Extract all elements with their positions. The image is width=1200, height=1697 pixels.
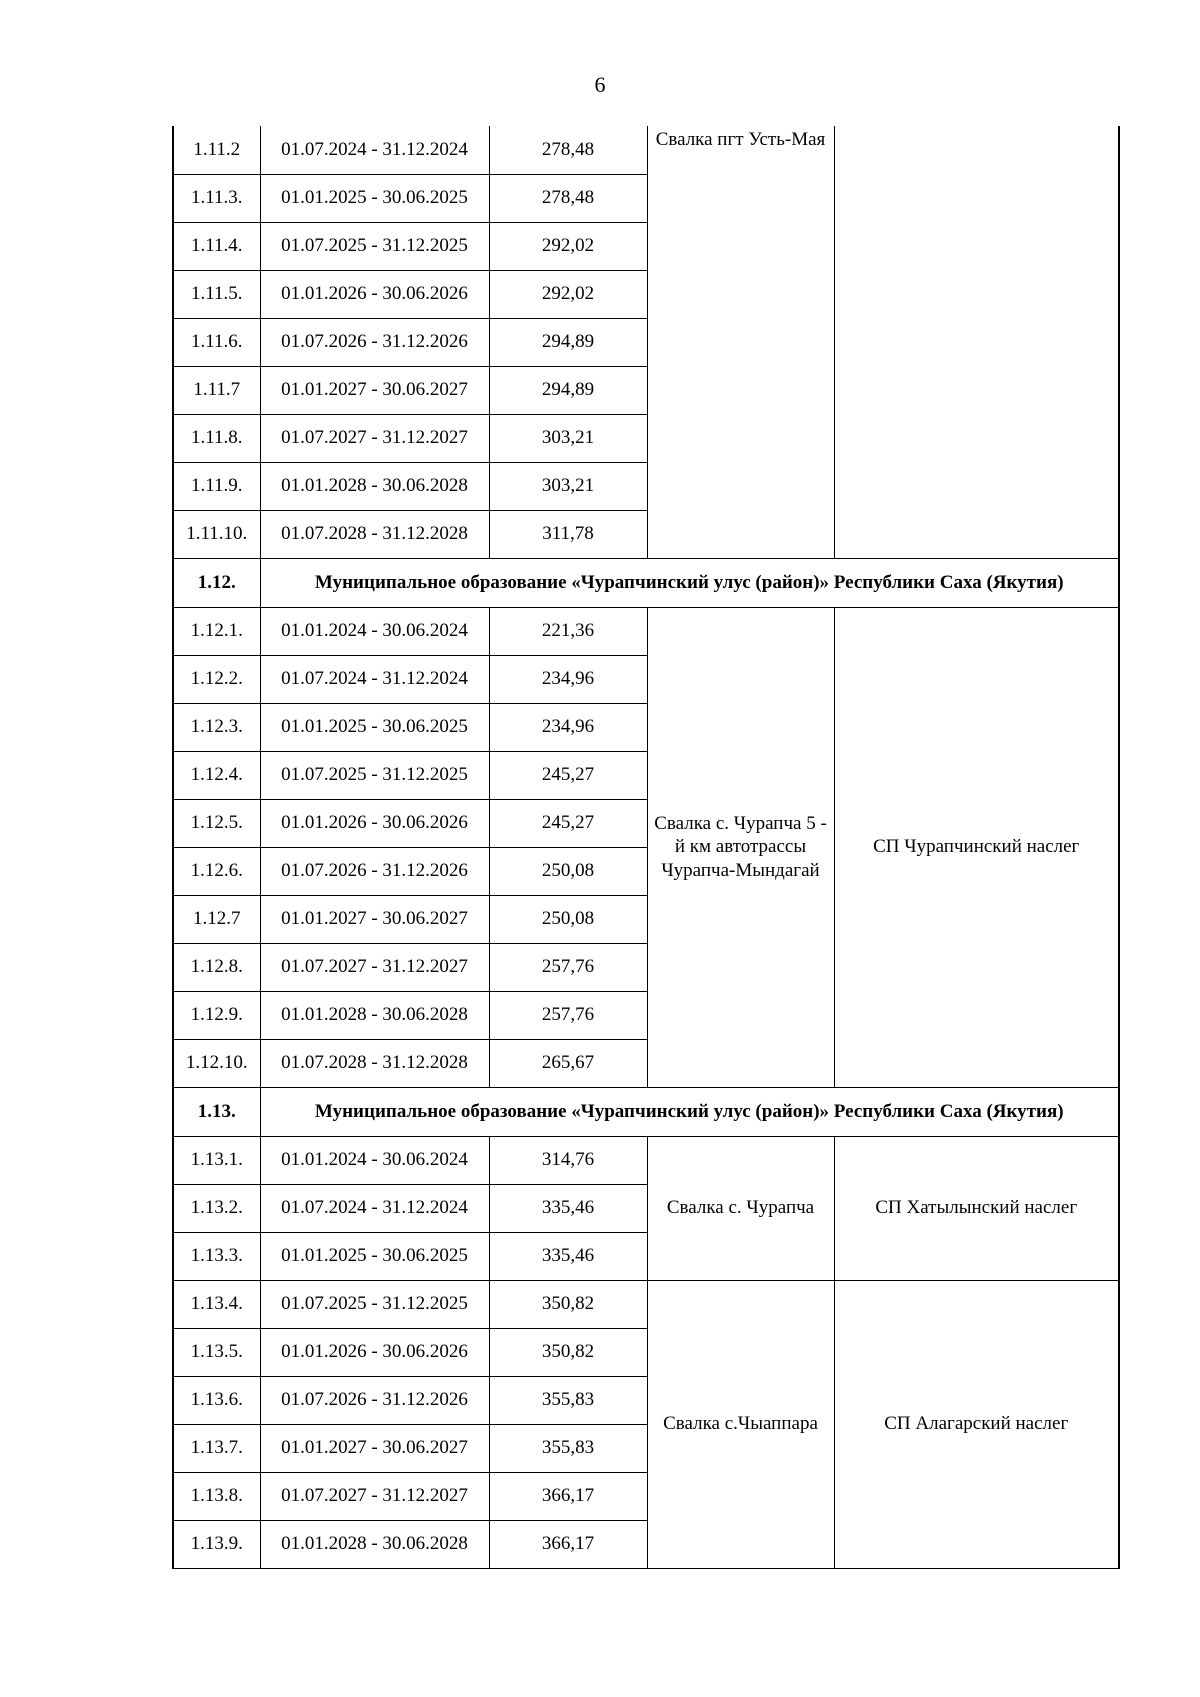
tariff-value-cell: 234,96 [489, 655, 647, 703]
row-number-cell: 1.12.1. [173, 607, 260, 655]
period-cell: 01.07.2025 - 31.12.2025 [260, 1280, 489, 1328]
table-row [173, 1136, 1119, 1184]
tariff-value-cell: 303,21 [489, 414, 647, 462]
period-cell: 01.01.2026 - 30.06.2026 [260, 1328, 489, 1376]
tariff-value-cell: 265,67 [489, 1039, 647, 1087]
row-number-cell: 1.12.5. [173, 799, 260, 847]
period-cell: 01.01.2027 - 30.06.2027 [260, 366, 489, 414]
settlement-cell: СП Хатылынский наслег [834, 1136, 1119, 1280]
tariff-value-cell: 335,46 [489, 1184, 647, 1232]
section-header-row [173, 1087, 1119, 1136]
row-number-cell: 1.12.4. [173, 751, 260, 799]
row-number-cell: 1.13.9. [173, 1520, 260, 1568]
row-number-cell: 1.11.9. [173, 462, 260, 510]
tariff-value-cell: 292,02 [489, 270, 647, 318]
row-number-cell: 1.11.2 [173, 126, 260, 174]
row-number-cell: 1.13.2. [173, 1184, 260, 1232]
disposal-site-cell: Свалка пгт Усть-Мая [647, 126, 834, 558]
row-number-cell: 1.12.3. [173, 703, 260, 751]
row-number-cell: 1.11.10. [173, 510, 260, 558]
period-cell: 01.01.2028 - 30.06.2028 [260, 1520, 489, 1568]
period-cell: 01.01.2025 - 30.06.2025 [260, 703, 489, 751]
tariff-value-cell: 350,82 [489, 1328, 647, 1376]
tariff-value-cell: 366,17 [489, 1472, 647, 1520]
disposal-site-cell: Свалка с.Чыаппара [647, 1280, 834, 1568]
period-cell: 01.07.2024 - 31.12.2024 [260, 126, 489, 174]
disposal-site-cell: Свалка с. Чурапча 5 - й км автотрассы Чурапча-Мындагай [647, 607, 834, 1087]
period-cell: 01.07.2024 - 31.12.2024 [260, 1184, 489, 1232]
row-number-cell: 1.12.2. [173, 655, 260, 703]
settlement-cell [834, 126, 1119, 558]
tariff-value-cell: 294,89 [489, 366, 647, 414]
tariff-value-cell: 250,08 [489, 895, 647, 943]
period-cell: 01.07.2027 - 31.12.2027 [260, 414, 489, 462]
row-number-cell: 1.12.7 [173, 895, 260, 943]
row-number-cell: 1.13.6. [173, 1376, 260, 1424]
tariff-value-cell: 278,48 [489, 174, 647, 222]
period-cell: 01.07.2028 - 31.12.2028 [260, 510, 489, 558]
section-title-cell: Муниципальное образование «Чурапчинский улус (район)» Республики Саха (Якутия) [260, 558, 1119, 607]
tariff-value-cell: 245,27 [489, 751, 647, 799]
period-cell: 01.07.2027 - 31.12.2027 [260, 943, 489, 991]
period-cell: 01.01.2024 - 30.06.2024 [260, 1136, 489, 1184]
tariff-value-cell: 303,21 [489, 462, 647, 510]
row-number-cell: 1.11.7 [173, 366, 260, 414]
row-number-cell: 1.13.3. [173, 1232, 260, 1280]
period-cell: 01.07.2028 - 31.12.2028 [260, 1039, 489, 1087]
tariff-value-cell: 314,76 [489, 1136, 647, 1184]
row-number-cell: 1.12.8. [173, 943, 260, 991]
tariff-value-cell: 292,02 [489, 222, 647, 270]
table-row [173, 607, 1119, 655]
tariff-value-cell: 335,46 [489, 1232, 647, 1280]
row-number-cell: 1.11.5. [173, 270, 260, 318]
row-number-cell: 1.13.5. [173, 1328, 260, 1376]
tariff-value-cell: 355,83 [489, 1376, 647, 1424]
period-cell: 01.07.2026 - 31.12.2026 [260, 847, 489, 895]
settlement-cell: СП Чурапчинский наслег [834, 607, 1119, 1087]
tariff-value-cell: 245,27 [489, 799, 647, 847]
row-number-cell: 1.11.3. [173, 174, 260, 222]
section-number-cell: 1.12. [173, 558, 260, 607]
period-cell: 01.01.2027 - 30.06.2027 [260, 1424, 489, 1472]
tariff-value-cell: 366,17 [489, 1520, 647, 1568]
tariff-value-cell: 278,48 [489, 126, 647, 174]
row-number-cell: 1.13.7. [173, 1424, 260, 1472]
period-cell: 01.01.2024 - 30.06.2024 [260, 607, 489, 655]
period-cell: 01.01.2026 - 30.06.2026 [260, 799, 489, 847]
period-cell: 01.07.2026 - 31.12.2026 [260, 1376, 489, 1424]
period-cell: 01.01.2025 - 30.06.2025 [260, 174, 489, 222]
period-cell: 01.07.2024 - 31.12.2024 [260, 655, 489, 703]
tariff-value-cell: 294,89 [489, 318, 647, 366]
tariff-value-cell: 234,96 [489, 703, 647, 751]
period-cell: 01.01.2028 - 30.06.2028 [260, 991, 489, 1039]
section-title-cell: Муниципальное образование «Чурапчинский улус (район)» Республики Саха (Якутия) [260, 1087, 1119, 1136]
period-cell: 01.07.2027 - 31.12.2027 [260, 1472, 489, 1520]
table-row [173, 126, 1119, 174]
tariff-table-body [173, 126, 1119, 1568]
row-number-cell: 1.13.8. [173, 1472, 260, 1520]
tariff-value-cell: 355,83 [489, 1424, 647, 1472]
table-row [173, 1280, 1119, 1328]
row-number-cell: 1.13.4. [173, 1280, 260, 1328]
tariff-value-cell: 257,76 [489, 991, 647, 1039]
period-cell: 01.01.2026 - 30.06.2026 [260, 270, 489, 318]
settlement-cell: СП Алагарский наслег [834, 1280, 1119, 1568]
row-number-cell: 1.13.1. [173, 1136, 260, 1184]
disposal-site-cell: Свалка с. Чурапча [647, 1136, 834, 1280]
row-number-cell: 1.12.10. [173, 1039, 260, 1087]
row-number-cell: 1.12.6. [173, 847, 260, 895]
tariff-table [172, 126, 1120, 1569]
period-cell: 01.01.2027 - 30.06.2027 [260, 895, 489, 943]
tariff-value-cell: 250,08 [489, 847, 647, 895]
section-header-row [173, 558, 1119, 607]
tariff-value-cell: 311,78 [489, 510, 647, 558]
tariff-value-cell: 350,82 [489, 1280, 647, 1328]
row-number-cell: 1.11.6. [173, 318, 260, 366]
page-number: 6 [594, 72, 606, 97]
period-cell: 01.07.2025 - 31.12.2025 [260, 222, 489, 270]
row-number-cell: 1.11.4. [173, 222, 260, 270]
period-cell: 01.07.2026 - 31.12.2026 [260, 318, 489, 366]
period-cell: 01.01.2028 - 30.06.2028 [260, 462, 489, 510]
section-number-cell: 1.13. [173, 1087, 260, 1136]
row-number-cell: 1.11.8. [173, 414, 260, 462]
period-cell: 01.07.2025 - 31.12.2025 [260, 751, 489, 799]
tariff-value-cell: 257,76 [489, 943, 647, 991]
tariff-value-cell: 221,36 [489, 607, 647, 655]
period-cell: 01.01.2025 - 30.06.2025 [260, 1232, 489, 1280]
row-number-cell: 1.12.9. [173, 991, 260, 1039]
